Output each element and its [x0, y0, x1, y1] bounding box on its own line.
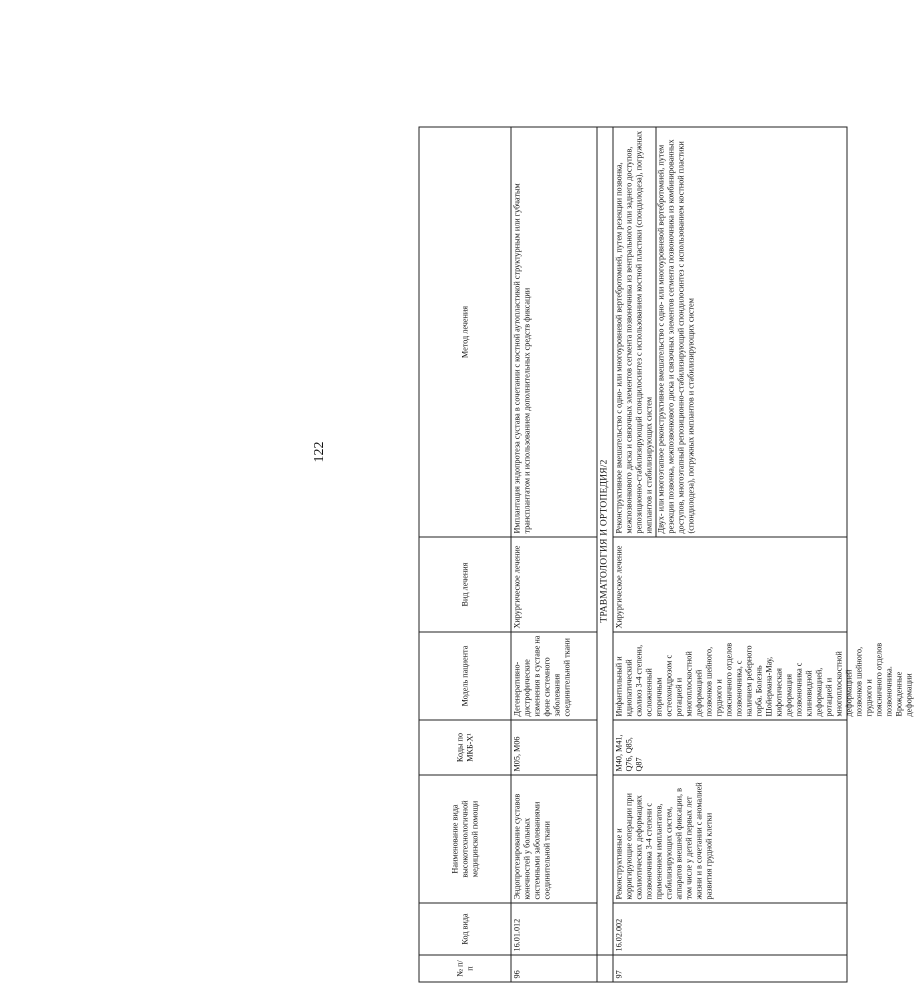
model-text: Инфантильный и идиопатический сколиоз 3-4 степени, осложненный вторичным остеохондрозом с ротацией и многоплоскостной деформацией позвонков шейного, грудного и поясничного отделов позвоночника, с наличием реберного горба. Болезнь Шойермана-Мау, кифотическая деформация позвоночника с клиновидной деформацией, ротацией и многоплоскостной деформацией позвонков шейного, грудного и поясничного отделов позвоночника. Врожденные деформации: [614, 642, 914, 717]
section-spacer: [597, 955, 613, 982]
page-number: 122: [312, 441, 327, 463]
header-num: № п/п: [419, 955, 511, 982]
header-method: Метод лечения: [419, 127, 511, 537]
cell-icd: M40, M41, Q76, Q85, Q87: [613, 720, 847, 775]
section-title: ТРАВМАТОЛОГИЯ И ОРТОПЕДИЯ/2: [597, 127, 613, 955]
cell-name: Эндопротезирование суставов конечностей у больных системными заболеваниями соединительной ткани: [511, 775, 597, 903]
cell-type: Хирургическое лечение: [613, 537, 847, 632]
header-name: Наименование вида высокотехнологичной медицинской помощи: [419, 775, 511, 903]
section-row: [597, 127, 613, 982]
cell-type: Хирургическое лечение: [511, 537, 597, 632]
header-model: Модель пациента: [419, 632, 511, 720]
table-row-96: [511, 127, 597, 982]
cell-model: [613, 632, 914, 720]
cell-name: Реконструктивные и корригирующие операции при сколиотических деформациях позвоночника 3-4 степени с применением имплантатов, стабилизирующих систем, аппаратов внешней фиксации, в том числе у детей первых лет жизни и в сочетании с аномалией развития грудной клетки: [613, 775, 847, 903]
method-2: Двух- или многоэтапное реконструктивное вмешательство с одно- или многоуровневой вертебротомией, путем резекции позвонка, межпозвонкового диска и связочных элементов сегмента позвоночника из комбинированных доступов, многоэтапный репозиционно-стабилизирующий спондилосинтез с использованием костной пластики (спондилодеза), погружных имплантов и стабилизирующих систем: [656, 128, 697, 537]
cell-method: Имплантация эндопротеза сустава в сочетании с костной аутопластикой структурным или губчатым трансплантатом и использованием дополнительных средств фиксации: [511, 127, 597, 537]
header-type: Вид лечения: [419, 537, 511, 632]
cell-code: 16.02.002: [613, 903, 847, 955]
vmp-table: [419, 127, 914, 983]
rotated-page: [419, 128, 914, 983]
method-1: Реконструктивное вмешательство с одно- или многоуровневой вертебротомией, путем резекции позвонка, межпозвонкового диска и связочных элементов сегмента позвоночника из вентрального или заднего доступов, репозиционно-стабилизирующий спондилосинтез с использованием костной пластики (спондилодеза), погружных имплантов и стабилизирующих систем: [614, 130, 654, 534]
header-icd: Коды по МКБ-X¹: [419, 720, 511, 775]
cell-method: [613, 127, 847, 537]
table-header-row: [419, 127, 511, 982]
cell-model: Дегенеративно-дистрофические изменения в суставе на фоне системного заболевания соединительной ткани: [511, 632, 597, 720]
table-row-97: [613, 127, 847, 982]
cell-num: 97: [613, 955, 847, 982]
cell-icd: M05, M06: [511, 720, 597, 775]
cell-code: 16.01.012: [511, 903, 597, 955]
header-code: Код вида: [419, 903, 511, 955]
cell-num: 96: [511, 955, 597, 982]
